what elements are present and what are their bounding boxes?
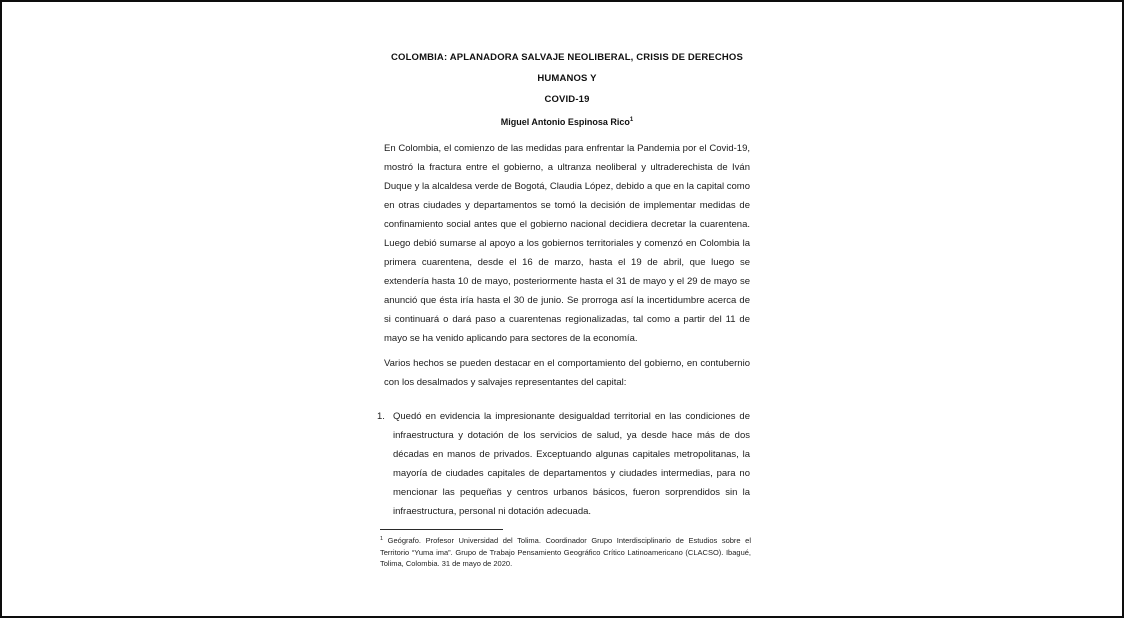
list-item-text: Quedó en evidencia la impresionante desigualdad territorial en las condiciones de infraestructura y dotación de los servicios de salud, ya desde hace más de dos décadas en manos de privados. Exceptuando algunas capitales metropolitanas, la mayoría de ciudades capitales de departamentos y ciudades intermedias, para no mencionar las pequeñas y centros urbanos básicos, fueron sorprendidos sin la infraestructura, personal ni dotación adecuada.: [393, 411, 750, 517]
document-body: [377, 47, 751, 521]
footnote-separator: [380, 529, 503, 530]
document-title: [384, 47, 750, 110]
paragraph-1: En Colombia, el comienzo de las medidas para enfrentar la Pandemia por el Covid-19, mostró la fractura entre el gobierno, a ultranza neoliberal y ultraderechista de Iván Duque y la alcaldesa verde de Bogotá, Claudia López, debido a que en la capital como en otras ciudades y departamentos se tomó la decisión de implementar medidas de confinamiento social antes que el gobierno nacional decidiera decretar la cuarentena. Luego debió sumarse al apoyo a los gobiernos territoriales y comenzó en Colombia la primera cuarentena, desde el 16 de marzo, hasta el 19 de abril, que luego se extendería hasta 10 de mayo, posteriormente hasta el 31 de mayo y el 29 de mayo se anunció que ésta iría hasta el 30 de junio. Se prorroga así la incertidumbre acerca de si continuará o dará paso a cuarentenas regionalizadas, tal como a partir del 11 de mayo se ha venido aplicando para sectores de la economía.: [384, 143, 751, 344]
footnote-ref: 1: [380, 536, 384, 542]
title-line-2: COVID-19: [544, 94, 590, 105]
footnote-body: Geógrafo. Profesor Universidad del Tolima. Coordinador Grupo Interdisciplinario de Estudios sobre el Territorio “Yuma ima”. Grupo de Trabajo Pensamiento Geográfico Crítico Latinoamericano (CLACSO). Ibagué, Tolima, Colombia. 31 de mayo de 2020.: [380, 536, 751, 568]
list-item: [377, 407, 750, 521]
author-footnote-ref: 1: [629, 117, 634, 123]
paragraph-2: Varios hechos se pueden destacar en el comportamiento del gobierno, en contubernio con los desalmados y salvajes representantes del capital:: [384, 358, 750, 388]
footnote-text: [380, 534, 751, 570]
footnote-area: [380, 529, 751, 570]
numbered-list: [377, 407, 750, 521]
list-item-marker: 1.: [377, 411, 385, 422]
author-line: [384, 110, 750, 133]
author-name: Miguel Antonio Espinosa Rico: [500, 117, 630, 127]
title-line-1: COLOMBIA: APLANADORA SALVAJE NEOLIBERAL, CRISIS DE DERECHOS HUMANOS Y: [391, 52, 743, 84]
